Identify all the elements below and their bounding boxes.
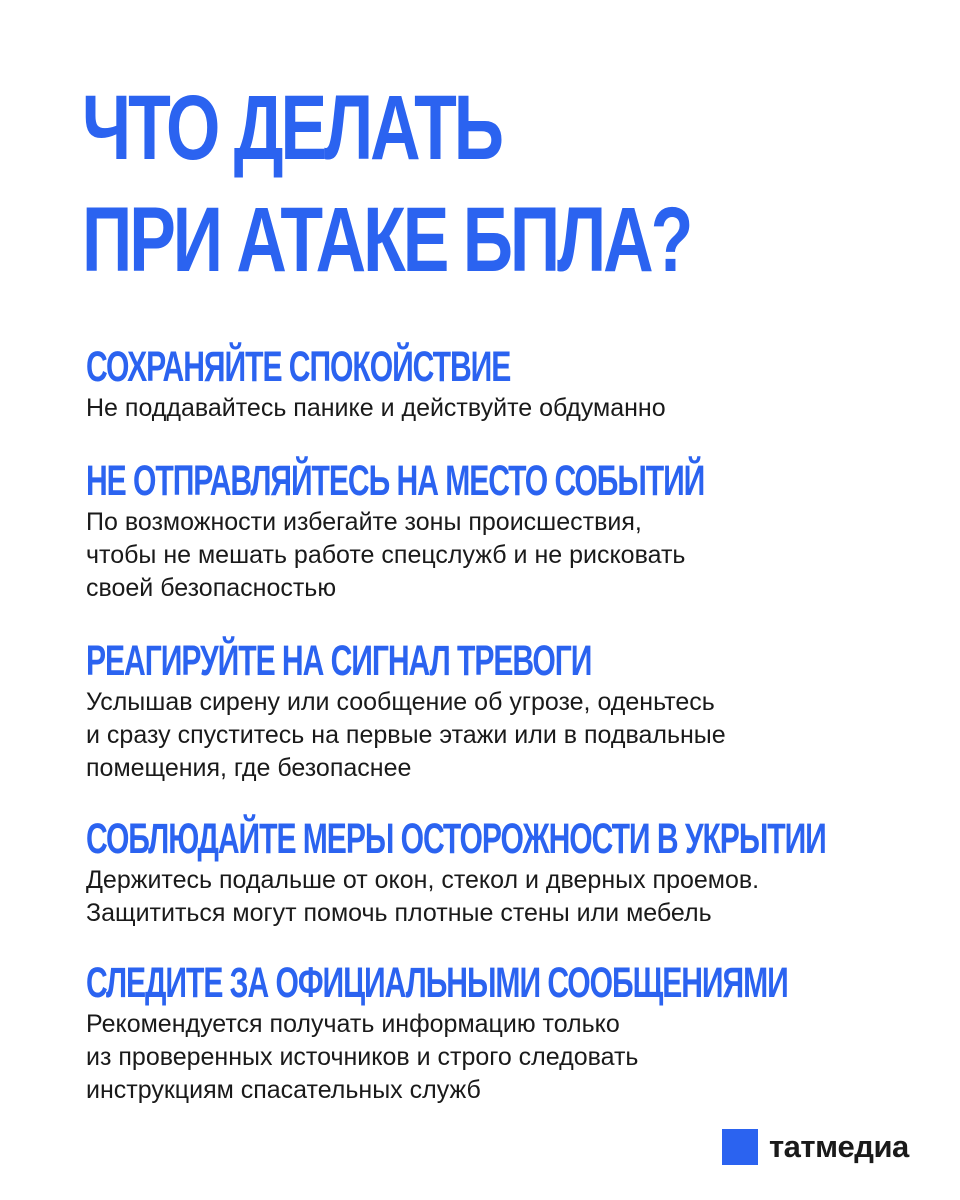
tip-official-messages — [86, 960, 946, 1107]
tip-body — [86, 506, 946, 605]
brand-name: татмедиа — [769, 1129, 909, 1164]
tip-body — [86, 392, 946, 425]
tip-heading: СЛЕДИТЕ ЗА ОФИЦИАЛЬНЫМИ СООБЩЕНИЯМИ — [86, 959, 788, 1007]
tip-body-line: Защититься могут помочь плотные стены или мебель — [86, 899, 712, 927]
blue-square-logo-icon — [722, 1129, 758, 1165]
tip-body-line: и сразу спуститесь на первые этажи или в подвальные — [86, 721, 726, 749]
tip-body-line: Не поддавайтесь панике и действуйте обдуманно — [86, 394, 666, 422]
tip-stay-calm — [86, 344, 946, 425]
tip-heading: СОБЛЮДАЙТЕ МЕРЫ ОСТОРОЖНОСТИ В УКРЫТИИ — [86, 815, 826, 863]
page-title-line-2: ПРИ АТАКЕ БПЛА? — [82, 189, 691, 291]
tip-avoid-scene — [86, 458, 946, 605]
tip-body — [86, 686, 946, 785]
tip-heading: НЕ ОТПРАВЛЯЙТЕСЬ НА МЕСТО СОБЫТИЙ — [86, 457, 705, 505]
tip-body-line: чтобы не мешать работе спецслужб и не рисковать — [86, 541, 686, 569]
tip-body-line: из проверенных источников и строго следовать — [86, 1043, 639, 1071]
brand-logo — [722, 1128, 909, 1166]
tip-body-line: По возможности избегайте зоны происшествия, — [86, 508, 642, 536]
tip-heading: РЕАГИРУЙТЕ НА СИГНАЛ ТРЕВОГИ — [86, 637, 592, 685]
tip-body — [86, 864, 946, 930]
tip-body-line: помещения, где безопаснее — [86, 754, 412, 782]
tip-shelter-caution — [86, 816, 946, 930]
tip-body-line: Услышав сирену или сообщение об угрозе, оденьтесь — [86, 688, 715, 716]
tip-body-line: Держитесь подальше от окон, стекол и дверных проемов. — [86, 866, 760, 894]
page-title — [82, 72, 690, 296]
tip-body-line: Рекомендуется получать информацию только — [86, 1010, 620, 1038]
tip-body — [86, 1008, 946, 1107]
tip-react-alarm — [86, 638, 946, 785]
tip-body-line: инструкциям спасательных служб — [86, 1076, 481, 1104]
tip-heading: СОХРАНЯЙТЕ СПОКОЙСТВИЕ — [86, 343, 511, 391]
tip-body-line: своей безопасностью — [86, 574, 337, 602]
page-title-line-1: ЧТО ДЕЛАТЬ — [82, 77, 501, 179]
